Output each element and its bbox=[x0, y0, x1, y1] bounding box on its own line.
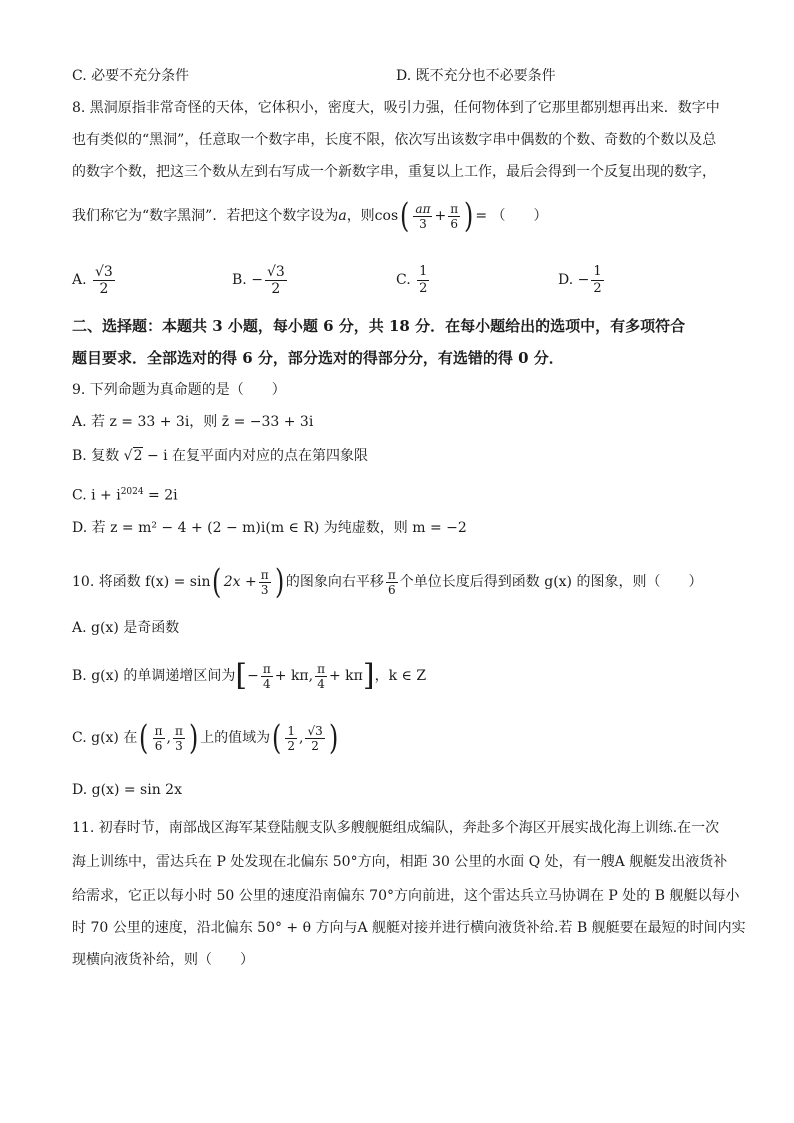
q11-line-5: 现横向液货补给，则（ ） bbox=[72, 952, 254, 968]
q8-var-a: a bbox=[338, 208, 347, 224]
q9-stem: 9. 下列命题为真命题的是（ ） bbox=[72, 382, 286, 398]
q10-option-b: B. g(x) 的单调递增区间为[− $\frac{\pi}{4}$ + kπ, $\frac{\pi}{4}$ + kπ]，k ∈ Z bbox=[72, 658, 427, 693]
q7-option-d: D. 既不充分也不必要条件 bbox=[396, 68, 556, 84]
q8-right-paren: ) bbox=[464, 196, 474, 236]
q10-option-a: A. g(x) 是奇函数 bbox=[72, 620, 180, 636]
q8-cos: ，则cos bbox=[346, 208, 399, 224]
q8-left-paren: ( bbox=[400, 196, 410, 236]
q8-option-a: A. $\frac{√3}{2}$ bbox=[72, 263, 113, 297]
q8-option-d: D. − $\frac{1}{2}$ bbox=[558, 263, 602, 296]
q8-frac-2: $\frac{\pi}{6}$ bbox=[450, 201, 459, 231]
q10-stem: 10. 将函数 f(x) = sin( 2x + $\frac{\pi}{3}$ ) 的图象向右平移 $\frac{\pi}{6}$ 个单位长度后得到函数 g(x) 的图象，则（ ） bbox=[72, 562, 703, 602]
q9-option-c: C. $i + i^{2024} = 2i$ bbox=[72, 487, 178, 504]
q8-frac-1: $\frac{a\pi}{3}$ bbox=[415, 201, 431, 231]
q11-line-2: 海上训练中，雷达兵在 P 处发现在北偏东 50°方向，相距 30 公里的水面 Q 处，有一艘A 舰艇发出液货补 bbox=[72, 854, 728, 870]
q11-line-4: 时 70 公里的速度，沿北偏东 50° + θ 方向与A 舰艇对接并进行横向液货补给.若 B 舰艇要在最短的时间内实 bbox=[72, 920, 746, 936]
q8-plus: + bbox=[434, 208, 447, 224]
q8-line-3: 的数字个数，把这三个数从左到右写成一个新数字串，重复以上工作，最后会得到一个反复出现的数字， bbox=[72, 164, 716, 180]
q10-option-c: C. g(x) 在( $\frac{\pi}{6}$ , $\frac{\pi}{3}$ ) 上的值域为( $\frac{1}{2}$ , $\frac{√3}{2}$ ) bbox=[72, 718, 339, 758]
q9-option-b: B. 复数 √2 − i 在复平面内对应的点在第四象限 bbox=[72, 448, 369, 464]
q9-option-a: A. 若 z = 33 + 3i，则 z̄ = −33 + 3i bbox=[72, 414, 314, 430]
q8-line-4-text: 我们称它为“数字黑洞”．若把这个数字设为 bbox=[72, 208, 339, 224]
q10-option-d: D. g(x) = sin 2x bbox=[72, 782, 182, 798]
q7-option-c: C. 必要不充分条件 bbox=[72, 68, 190, 84]
q8-option-b: B. − $\frac{√3}{2}$ bbox=[232, 263, 285, 297]
q11-line-3: 给需求，它正以每小时 50 公里的速度沿南偏东 70°方向前进，这个雷达兵立马协调在 P 处的 B 舰艇以每小 bbox=[72, 888, 740, 904]
q11-line-1: 11. 初春时节，南部战区海军某登陆舰支队多艘舰艇组成编队，奔赴多个海区开展实战化海上训练.在一次 bbox=[72, 820, 720, 836]
q8-line-4 bbox=[72, 196, 548, 236]
q8-line-1: 8. 黑洞原指非常奇怪的天体，它体积小，密度大，吸引力强，任何物体到了它那里都别想再出来．数字中 bbox=[72, 100, 720, 116]
section-2-heading-line-2: 题目要求．全部选对的得 6 分，部分选对的得部分分，有选错的得 0 分． bbox=[72, 349, 564, 367]
q8-option-c: C. $\frac{1}{2}$ bbox=[396, 263, 428, 296]
q9-sqrt: √2 bbox=[123, 448, 143, 464]
q8-line-2: 也有类似的“黑洞”，任意取一个数字串，长度不限，依次写出该数字串中偶数的个数、奇数的个数以及总 bbox=[72, 132, 717, 148]
section-2-heading-line-1: 二、选择题：本题共 3 小题，每小题 6 分，共 18 分．在每小题给出的选项中，有多项符合 bbox=[72, 317, 686, 335]
q9-option-d: D. 若 z = m² − 4 + (2 − m)i(m ∈ R) 为纯虚数，则 m = −2 bbox=[72, 520, 467, 536]
q8-blank: = （ ） bbox=[475, 208, 548, 224]
